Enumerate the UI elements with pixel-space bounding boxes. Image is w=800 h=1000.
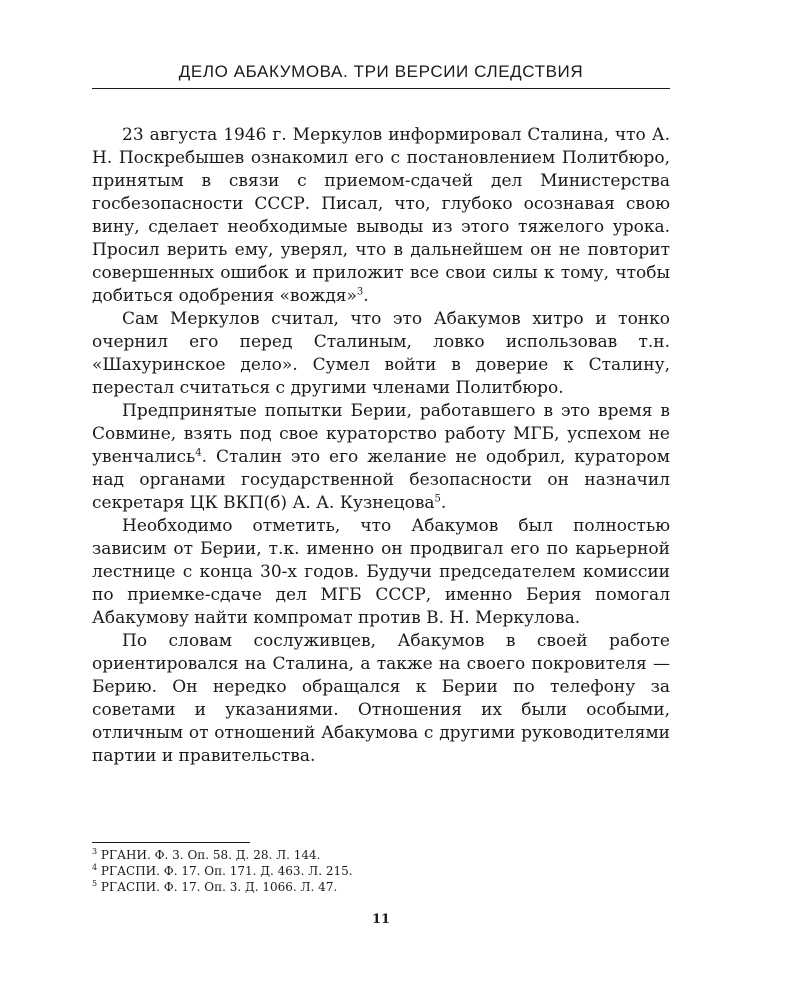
footnote-text: РГАНИ. Ф. 3. Оп. 58. Д. 28. Л. 144.: [100, 848, 321, 862]
header-rule: [92, 88, 670, 89]
footnote-text: РГАСПИ. Ф. 17. Оп. 171. Д. 463. Л. 215.: [100, 864, 353, 878]
footnote-reference[interactable]: 5: [434, 493, 441, 505]
running-title: ДЕЛО АБАКУМОВА. ТРИ ВЕРСИИ СЛЕДСТВИЯ: [178, 62, 584, 81]
page-number: 11: [371, 912, 391, 927]
main-text: [92, 124, 670, 768]
paragraph: [92, 400, 670, 515]
paragraph: По словам сослуживцев, Абакумов в своей работе ориентировался на Сталина, а также на своего покровителя — Берию. Он нередко обращался к Берии по телефону за советами и указаниями. Отношения их были особыми, отличным от отношений Абакумова с другими руководителями партии и правительства.: [92, 631, 670, 766]
paragraph-tail: .: [440, 493, 447, 513]
footnote-reference[interactable]: 3: [356, 286, 364, 298]
paragraph-tail: .: [363, 286, 369, 306]
footnote: [92, 863, 670, 879]
paragraph: Сам Меркулов считал, что это Абакумов хитро и тонко очернил его перед Сталиным, ловко использовав т.н. «Шахуринское дело». Сумел войти в доверие к Сталину, перестал считаться с другими членами Политбюро.: [92, 309, 670, 398]
footnote-reference[interactable]: 4: [195, 447, 202, 459]
paragraph: [92, 124, 670, 308]
paragraph: Необходимо отметить, что Абакумов был полностью зависим от Берии, т.к. именно он продвигал его по карьерной лестнице с конца 30-х годов. Будучи председателем комиссии по приемке-сдаче дел МГБ СССР, именно Берия помогал Абакумову найти компромат против В. Н. Меркулова.: [92, 516, 670, 628]
paragraph-text: . Сталин это его желание не одобрил, куратором над органами государственной безопасности он назначил секретаря ЦК ВКП(б) А. А. Кузнецова: [92, 447, 670, 513]
footnote: [92, 847, 670, 863]
footnotes: [92, 847, 670, 895]
footnote-text: РГАСПИ. Ф. 17. Оп. 3. Д. 1066. Л. 47.: [100, 880, 338, 894]
paragraph-text: Предпринятые попытки Берии, работавшего в это время в Совмине, взять под свое кураторство работу МГБ, успехом не увенчались: [92, 401, 670, 467]
paragraph-text: 23 августа 1946 г. Меркулов информировал Сталина, что А. Н. Поскребышев ознакомил его с постановлением Политбюро, принятым в связи с приемом-сдачей дел Министерства госбезопасности СССР. Писал, что, глубоко осознавая свою вину, сделает необходимые выводы из этого тяжелого урока. Просил верить ему, уверял, что в дальнейшем он не повторит совершенных ошибок и приложит все свои силы к тому, чтобы добиться одобрения «вождя»: [92, 125, 670, 306]
footnote-rule: [92, 842, 250, 843]
footnote-mark: 4: [92, 863, 98, 872]
footnote-mark: 5: [92, 879, 98, 888]
footnote-mark: 3: [92, 847, 98, 856]
footnote: [92, 879, 670, 895]
